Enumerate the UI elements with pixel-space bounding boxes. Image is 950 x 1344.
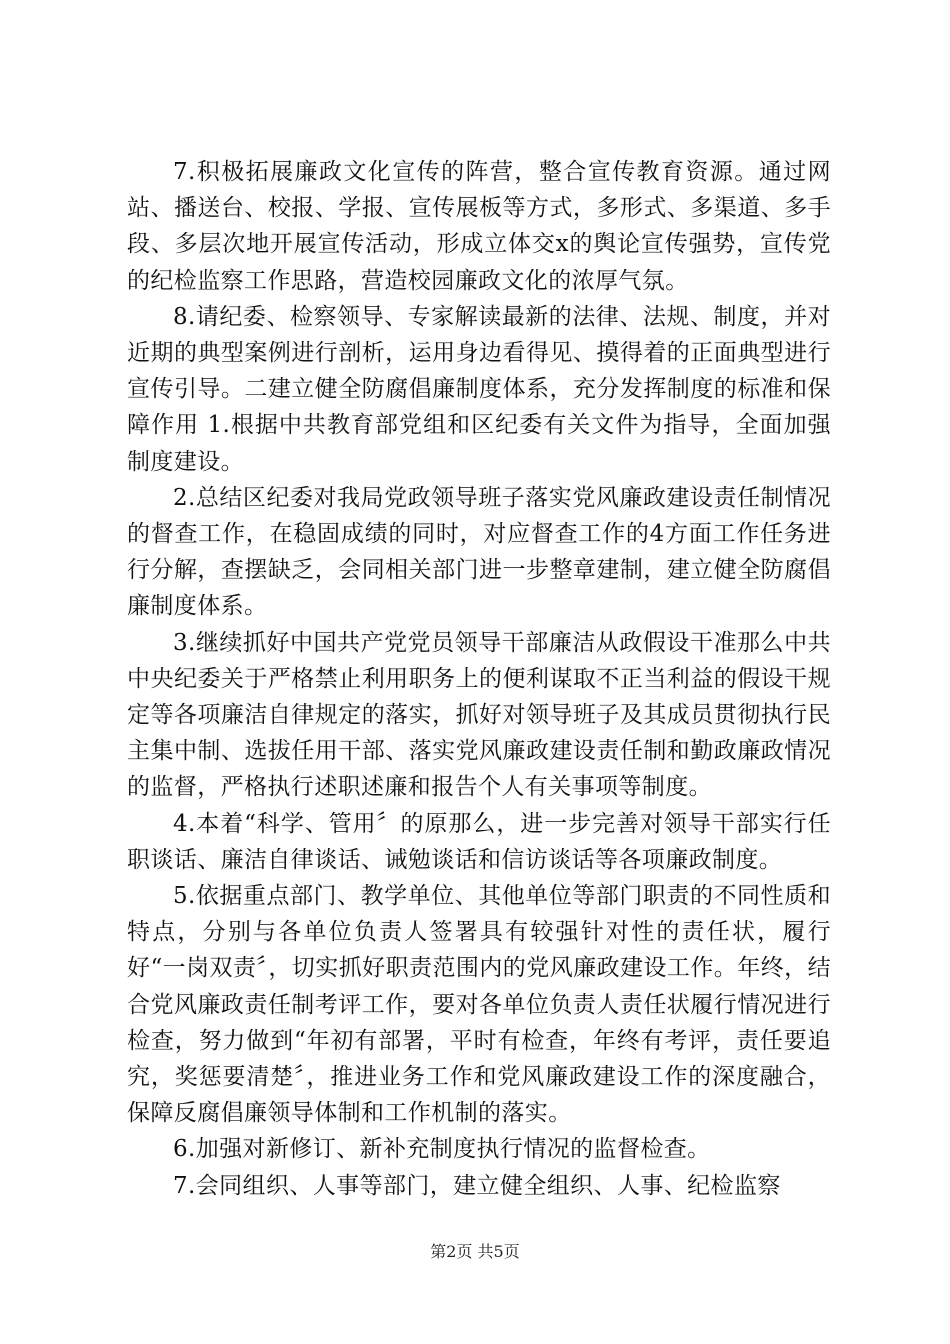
paragraph-1: 7.积极拓展廉政文化宣传的阵营，整合宣传教育资源。通过网站、播送台、校报、学报、宣传展板等方式，多形式、多渠道、多手段、多层次地开展宣传活动，形成立体交x的舆论宣传强势，宣传党的纪检监察工作思路，营造校园廉政文化的浓厚气氛。: [127, 159, 831, 294]
paragraph-4: 3.继续抓好中国共产党党员领导干部廉洁从政假设干准那么中共中央纪委关于严格禁止利用职务上的便利谋取不正当利益的假设干规定等各项廉洁自律规定的落实，抓好对领导班子及其成员贯彻执行民主集中制、选拔任用干部、落实党风廉政建设责任制和勤政廉政情况的监督，严格执行述职述廉和报告个人有关事项等制度。: [127, 629, 831, 801]
paragraph-5: 4.本着“科学、管用〞的原那么，进一步完善对领导干部实行任职谈话、廉洁自律谈话、诫勉谈话和信访谈话等各项廉政制度。: [127, 810, 831, 873]
page-footer: 第2页 共5页: [430, 1242, 520, 1261]
paragraph-8: 7.会同组织、人事等部门，建立健全组织、人事、纪检监察: [173, 1172, 781, 1199]
document-body: [127, 154, 831, 1204]
paragraph-6: 5.依据重点部门、教学单位、其他单位等部门职责的不同性质和特点，分别与各单位负责人签署具有较强针对性的责任状，履行好“一岗双责〞，切实抓好职责范围内的党风廉政建设工作。年终，结合党风廉政责任制考评工作，要对各单位负责人责任状履行情况进行检查，努力做到“年初有部署，平时有检查，年终有考评，责任要追究，奖惩要清楚〞，推进业务工作和党风廉政建设工作的深度融合，保障反腐倡廉领导体制和工作机制的落实。: [127, 883, 831, 1127]
paragraph-7: 6.加强对新修订、新补充制度执行情况的监督检查。: [173, 1136, 711, 1163]
paragraph-3: 2.总结区纪委对我局党政领导班子落实党风廉政建设责任制情况的督查工作，在稳固成绩的同时，对应督查工作的4方面工作任务进行分解，查摆缺乏，会同相关部门进一步整章建制，建立健全防腐倡廉制度体系。: [127, 484, 831, 620]
paragraph-2: 8.请纪委、检察领导、专家解读最新的法律、法规、制度，并对近期的典型案例进行剖析，运用身边看得见、摸得着的正面典型进行宣传引导。二建立健全防腐倡廉制度体系，充分发挥制度的标准和保障作用 1.根据中共教育部党组和区纪委有关文件为指导，全面加强制度建设。: [127, 303, 831, 475]
